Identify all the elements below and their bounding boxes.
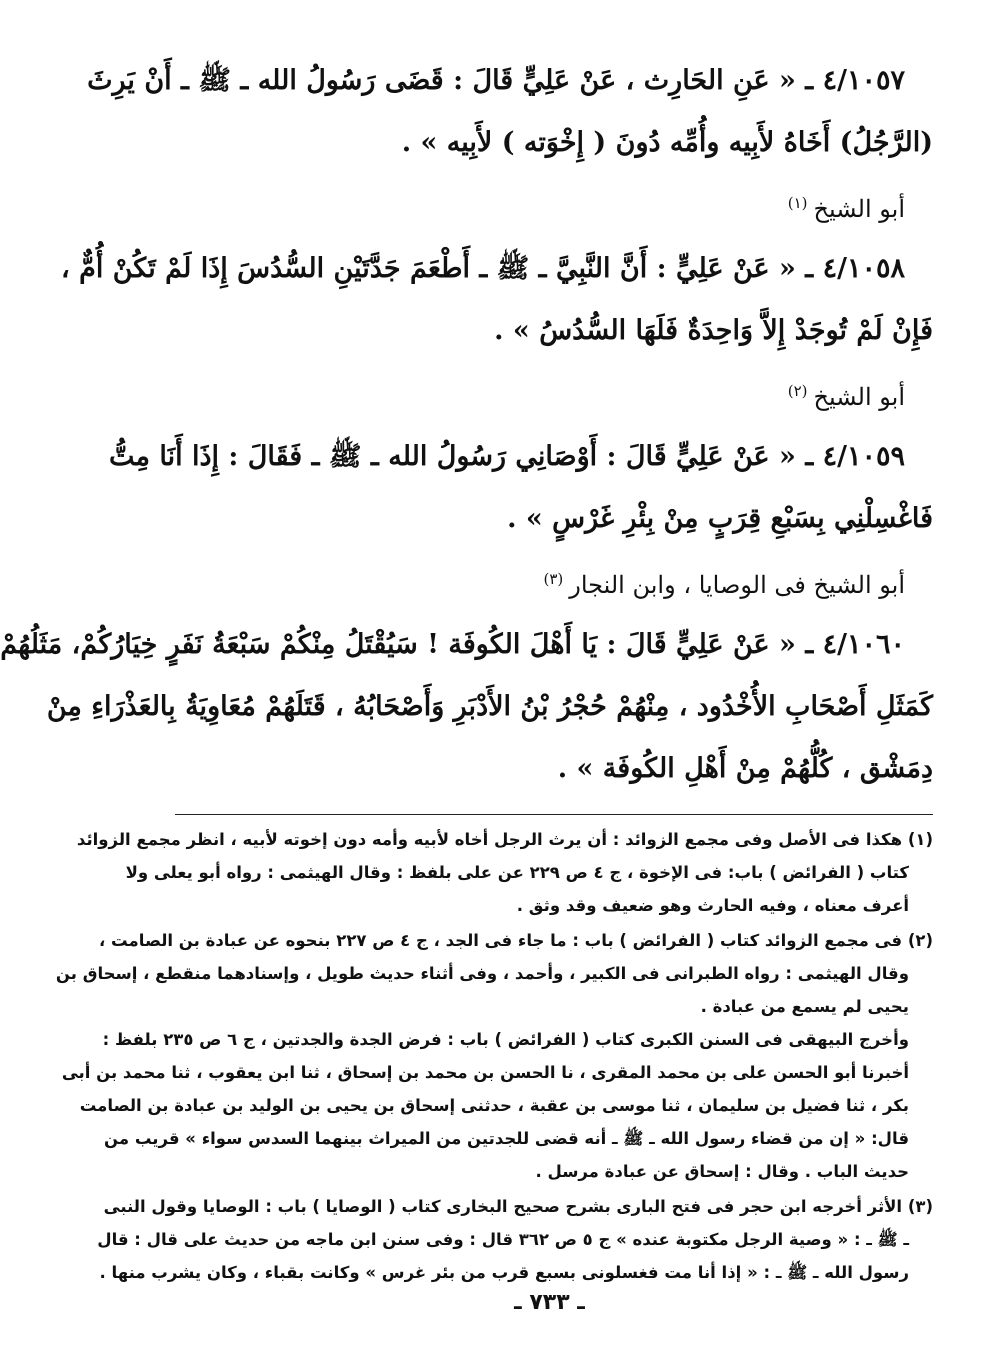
hadith-line: ٤/١٠٥٩ ـ « عَنْ عَلِيٍّ قَالَ : أَوْصَانِي رَسُولُ الله ـ ﷺ ـ فَقَالَ : إِذَا أَنَا مِتُّ [108, 441, 905, 472]
footnote-line: حديث الباب . وقال : إسحاق عن عبادة مرسل . [535, 1162, 909, 1181]
source-text: أبو الشيخ [813, 195, 905, 223]
hadith-line: فَإِنْ لَمْ تُوجَدْ إِلاَّ وَاحِدَةٌ فَلَهَا السُّدُسُ » . [494, 315, 933, 346]
footnote-1 [76, 823, 933, 922]
footnote-line: أخبرنا أبو الحسن على بن محمد المقرى ، نا الحسن بن محمد بن إسحاق ، ثنا ابن يعقوب ، ثنا محمد بن أبى [61, 1063, 909, 1082]
footnote-reference: (١) [787, 194, 808, 212]
hadith-line: فَاغْسِلْنِي بِسَبْعِ قِرَبٍ مِنْ بِئْرِ غَرْسٍ » . [507, 503, 933, 534]
footnote-divider [175, 814, 933, 815]
footnotes [55, 823, 933, 1289]
hadith-line: كَمَثَلِ أَصْحَابِ الأُخْدُود ، مِنْهُمْ حُجْرُ بْنُ الأَدْبَرِ وَأَصْحَابُهُ ، قَتَلَهُمْ مُعَاوِيَةُ بِالعَذْرَاءِ مِنْ [46, 691, 933, 722]
footnote-2 [55, 924, 933, 1188]
hadith-line: ٤/١٠٥٨ ـ « عَنْ عَلِيٍّ : أَنَّ النَّبِيَّ ـ ﷺ ـ أَطْعَمَ جَدَّتَيْنِ السُّدُسَ إِذَا لَمْ تَكُنْ أُمٌّ ، [61, 253, 905, 284]
hadith-line: دِمَشْق ، كُلُّهُمْ مِنْ أَهْلِ الكُوفَة » . [557, 753, 933, 784]
hadith-line: ٤/١٠٦٠ ـ « عَنْ عَلِيٍّ قَالَ : يَا أَهْلَ الكُوفَة ! سَيُقْتَلُ مِنْكُمْ سَبْعَةُ نَفَرٍ خِيَارُكُمْ، مَثَلُهُمْ [0, 629, 905, 660]
footnote-line: وقال الهيثمى : رواه الطبرانى فى الكبير ، وأحمد ، وفى أثناء حديث طويل ، وإسنادهما منقطع ، إسحاق بن [55, 964, 909, 983]
footnote-3 [97, 1190, 933, 1289]
footnote-line: كتاب ( الفرائض ) باب: فى الإخوة ، ج ٤ ص ٢٢٩ عن على بلفظ : وقال الهيثمى : رواه أبو يعلى ولا [125, 863, 909, 882]
footnote-line: يحيى لم يسمع من عبادة . [700, 997, 909, 1016]
hadith-source [175, 550, 933, 614]
hadith-1057 [87, 50, 933, 238]
hadith-1059 [108, 426, 933, 614]
source-text: أبو الشيخ [813, 383, 905, 411]
source-text: أبو الشيخ فى الوصايا ، وابن النجار [569, 571, 905, 599]
footnote-line: بكر ، ثنا فضيل بن سليمان ، ثنا موسى بن عقبة ، حدثنى إسحاق بن يحيى بن الوليد بن عبادة بن الصامت [79, 1096, 909, 1115]
footnote-line: قال: « إن من قضاء رسول الله ـ ﷺ ـ أنه قضى للجدتين من الميراث بينهما السدس سواء » قريب من [104, 1129, 909, 1148]
main-text [0, 50, 933, 800]
footnote-line: (٢) فى مجمع الزوائد كتاب ( الفرائض ) باب : ما جاء فى الجد ، ج ٤ ص ٢٢٧ بنحوه عن عبادة بن الصامت ، [99, 931, 933, 950]
footnote-line: رسول الله ـ ﷺ ـ : « إذا أنا مت فغسلونى بسبع قرب من بئر غرس » وكانت بقباء ، وكان يشرب منها . [99, 1263, 909, 1282]
page-number: ـ ٧٣٣ ـ [514, 1290, 585, 1315]
footnote-line: (١) هكذا فى الأصل وفى مجمع الزوائد : أن يرث الرجل أخاه لأبيه وأمه دون إخوته لأبيه ، انظر مجمع الزوائد [76, 830, 933, 849]
footnote-line: أعرف معناه ، وفيه الحارث وهو ضعيف وقد وثق . [516, 896, 909, 915]
hadith-line: (الرَّجُلُ) أَخَاهُ لأَبِيه وأُمِّه دُونَ ( إِخْوَته ) لأَبِيه » . [401, 127, 933, 158]
hadith-line: ٤/١٠٥٧ ـ « عَنِ الحَارِث ، عَنْ عَلِيٍّ قَالَ : قَضَى رَسُولُ الله ـ ﷺ ـ أَنْ يَرِثَ [87, 65, 905, 96]
hadith-1058 [61, 238, 933, 426]
footnote-line: وأخرج البيهقى فى السنن الكبرى كتاب ( الفرائض ) باب : فرض الجدة والجدتين ، ج ٦ ص ٢٣٥ بلفظ : [102, 1030, 909, 1049]
book-page [0, 50, 933, 1289]
footnote-reference: (٢) [787, 382, 808, 400]
footnote-line: ـ ﷺ ـ : « وصية الرجل مكتوبة عنده » ج ٥ ص ٣٦٢ قال : وفى سنن ابن ماجه من حديث على قال : قال [97, 1230, 909, 1249]
hadith-1060 [0, 614, 933, 800]
footnote-line: (٣) الأثر أخرجه ابن حجر فى فتح البارى بشرح صحيح البخارى كتاب ( الوصايا ) باب : الوصايا وقول النبى [103, 1197, 933, 1216]
hadith-source [175, 174, 933, 238]
footnote-reference: (٣) [543, 570, 564, 588]
hadith-source [175, 362, 933, 426]
